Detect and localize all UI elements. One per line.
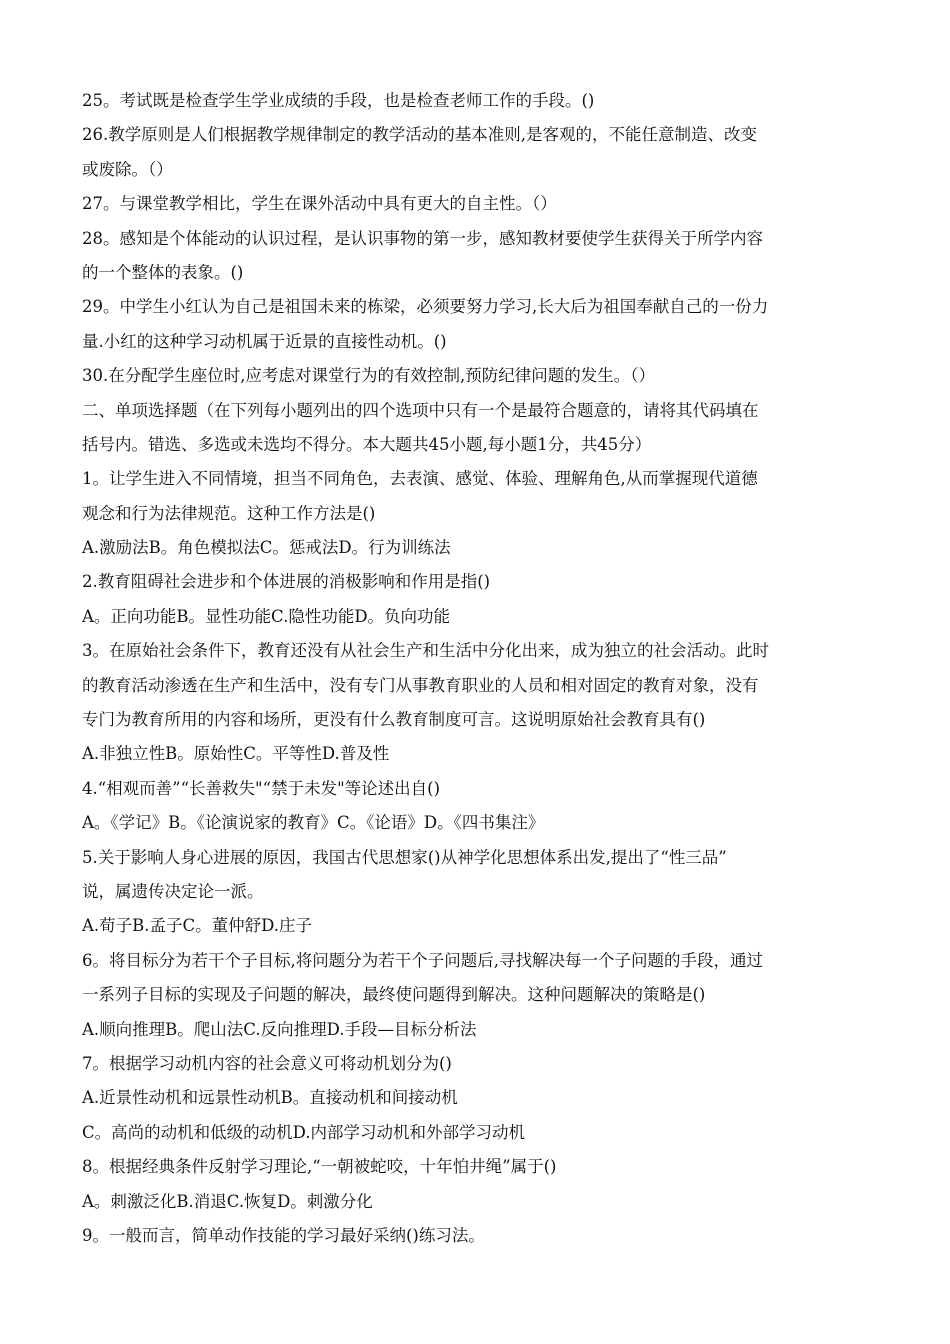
text-line: 观念和行为法律规范。这种工作方法是() [82, 503, 376, 523]
text-line: 30.在分配学生座位时,应考虑对课堂行为的有效控制,预防纪律问题的发生。（） [82, 366, 655, 386]
text-line: 或废除。（） [82, 159, 173, 179]
answer-options: A。《学记》B。《论演说家的教育》C。《论语》D。《四书集注》 [82, 813, 545, 833]
answer-options: A.顺向推理B。爬山法C.反向推理D.手段—目标分析法 [82, 1019, 477, 1039]
text-line: 6。将目标分为若干个子目标,将问题分为若干个子问题后,寻找解决每一个子问题的手段，通过 [82, 950, 763, 970]
text-line: 7。根据学习动机内容的社会意义可将动机划分为() [82, 1053, 452, 1073]
answer-options: C。高尚的动机和低级的动机D.内部学习动机和外部学习动机 [82, 1122, 526, 1142]
section-heading: 二、单项选择题（在下列每小题列出的四个选项中只有一个是最符合题意的，请将其代码填在 [82, 400, 759, 420]
answer-options: A.非独立性B。原始性C。平等性D.普及性 [82, 744, 390, 764]
answer-options: A。正向功能B。显性功能C.隐性功能D。负向功能 [82, 606, 451, 626]
section-heading: 括号内。错选、多选或未选均不得分。本大题共45小题,每小题1分，共45分） [82, 434, 652, 454]
text-line: 28。感知是个体能动的认识过程，是认识事物的第一步，感知教材要使学生获得关于所学内容 [82, 228, 763, 248]
text-line: 3。在原始社会条件下，教育还没有从社会生产和生活中分化出来，成为独立的社会活动。此时 [82, 641, 769, 661]
answer-options: A。刺激泛化B.消退C.恢复D。刺激分化 [82, 1191, 373, 1211]
text-line: 说，属遗传决定论一派。 [82, 881, 264, 901]
document-page [82, 84, 882, 1253]
text-line: 5.关于影响人身心进展的原因，我国古代思想家()从神学化思想体系出发,提出了“性三品” [82, 847, 727, 867]
text-line: 的教育活动渗透在生产和生活中，没有专门从事教育职业的人员和相对固定的教育对象，没有 [82, 675, 759, 695]
text-line: 1。让学生进入不同情境，担当不同角色，去表演、感觉、体验、理解角色,从而掌握现代道德 [82, 469, 758, 489]
text-line: 26.教学原则是人们根据教学规律制定的教学活动的基本准则,是客观的，不能任意制造、改变 [82, 125, 757, 145]
text-line: 9。一般而言，简单动作技能的学习最好采纳()练习法。 [82, 1225, 485, 1245]
answer-options: A.荀子B.孟子C。董仲舒D.庄子 [82, 916, 313, 936]
text-line: 29。中学生小红认为自己是祖国未来的栋梁，必须要努力学习,长大后为祖国奉献自己的一份力 [82, 297, 769, 317]
text-line: 专门为教育所用的内容和场所，更没有什么教育制度可言。这说明原始社会教育具有() [82, 710, 706, 730]
text-line: 27。与课堂教学相比，学生在课外活动中具有更大的自主性。（） [82, 194, 557, 214]
text-line: 8。根据经典条件反射学习理论,“一朝被蛇咬，十年怕井绳”属于() [82, 1157, 557, 1177]
text-line: 的一个整体的表象。() [82, 262, 244, 282]
text-line: 量.小红的这种学习动机属于近景的直接性动机。() [82, 331, 447, 351]
text-line: 4.“相观而善”“长善救失"“禁于未发"等论述出自() [82, 778, 441, 798]
text-line: 一系列子目标的实现及子问题的解决，最终使问题得到解决。这种问题解决的策略是() [82, 985, 706, 1005]
text-line: 25。考试既是检查学生学业成绩的手段，也是检查老师工作的手段。() [82, 91, 595, 110]
answer-options: A.激励法B。角色模拟法C。惩戒法D。行为训练法 [82, 538, 451, 558]
answer-options: A.近景性动机和远景性动机B。直接动机和间接动机 [82, 1088, 458, 1108]
text-line: 2.教育阻碍社会进步和个体进展的消极影响和作用是指() [82, 572, 491, 592]
